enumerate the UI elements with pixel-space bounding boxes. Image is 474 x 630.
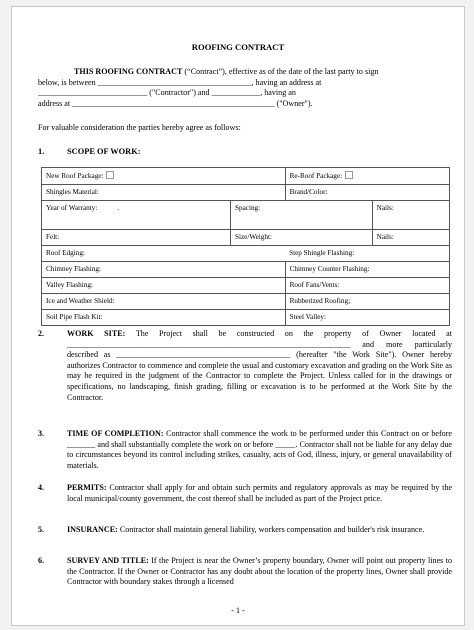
intro-line-4: address at __________________________________________________ ("Owner"). bbox=[38, 98, 313, 108]
valley-flashing-field[interactable]: Valley Flashing: bbox=[42, 278, 286, 294]
chimney-counter-field[interactable]: Chimney Counter Flashing: bbox=[285, 262, 449, 278]
section-2-heading: WORK SITE: bbox=[67, 329, 126, 338]
table-row bbox=[42, 310, 450, 326]
year-warranty-field[interactable] bbox=[42, 201, 231, 230]
re-roof-checkbox[interactable] bbox=[345, 171, 353, 179]
scope-heading bbox=[38, 147, 141, 158]
section-3-number: 3. bbox=[38, 429, 45, 438]
table-row bbox=[42, 185, 450, 201]
brand-color-field[interactable]: Brand/Color: bbox=[285, 185, 449, 201]
table-row bbox=[42, 262, 450, 278]
shingles-material-field[interactable]: Shingles Material: bbox=[42, 185, 286, 201]
ice-weather-field[interactable]: Ice and Weather Shield: bbox=[42, 294, 286, 310]
scope-table bbox=[41, 167, 450, 326]
rubberized-field[interactable]: Rubberized Roofing; bbox=[285, 294, 449, 310]
section-2-text: The Project shall be constructed on the property of Owner located at ______________________________________________________________________ and more particularly described as ___________________________________________ (hereafter "the Work Site"). Owner hereby authorizes Contractor to commence and complete the usual and customary excavation and grading on the Work Site as may be required in the judgment of the Contractor to complete the Project. Unless called for in the drawings or specifications, no landscaping, finish grading, filling or excavation is to be performed at the Work Site by the Contractor. bbox=[67, 329, 452, 402]
table-row bbox=[42, 230, 450, 246]
section-5-heading: INSURANCE: bbox=[67, 525, 118, 534]
intro-line-1-rest: (“Contract”), effective as of the date of the last party to sign bbox=[182, 67, 379, 76]
section-4-permits bbox=[67, 483, 452, 504]
chimney-flashing-field[interactable]: Chimney Flashing: bbox=[42, 262, 286, 278]
section-6-survey bbox=[67, 556, 452, 588]
intro-paragraph bbox=[38, 67, 452, 109]
new-roof-checkbox[interactable] bbox=[106, 171, 114, 179]
intro-line-2: below, is between ______________________________________, having an address at bbox=[38, 77, 322, 87]
step-shingle-field[interactable]: Step Shingle Flashing: bbox=[285, 246, 449, 262]
section-2-number: 2. bbox=[38, 329, 45, 338]
table-row bbox=[42, 246, 450, 262]
felt-field[interactable]: Felt: bbox=[42, 230, 231, 246]
table-row bbox=[42, 278, 450, 294]
spacing-field[interactable]: Spacing: bbox=[231, 201, 373, 230]
steel-valley-field[interactable]: Steel Valley: bbox=[285, 310, 449, 326]
new-roof-label: New Roof Package: bbox=[46, 172, 104, 180]
new-roof-cell bbox=[42, 168, 286, 185]
intro-line-1 bbox=[38, 67, 452, 78]
soil-pipe-field[interactable]: Soil Pipe Flash Kit: bbox=[42, 310, 286, 326]
warranty-mark: . bbox=[117, 204, 120, 212]
document-page bbox=[11, 6, 465, 626]
page-number: - 1 - bbox=[231, 606, 245, 615]
intro-line-3: ___________________________ ("Contractor") and ____________, having an bbox=[38, 88, 296, 98]
scope-number: 1. bbox=[38, 147, 45, 156]
section-2-work-site bbox=[67, 329, 452, 403]
section-4-text: Contractor shall apply for and obtain such permits and regulatory approvals as may be required by the local municipal/county government, the cost thereof shall be included as part of the Project price. bbox=[67, 483, 452, 503]
consideration-text: For valuable consideration the parties hereby agree as follows: bbox=[38, 123, 241, 132]
section-5-text: Contractor shall maintain general liability, workers compensation and builder's risk insurance. bbox=[117, 525, 425, 534]
section-3-heading: TIME OF COMPLETION: bbox=[67, 429, 164, 438]
section-6-heading: SURVEY AND TITLE: bbox=[67, 556, 149, 565]
table-row bbox=[42, 201, 450, 230]
re-roof-label: Re-Roof Package: bbox=[289, 172, 343, 180]
nails-field-2[interactable]: Nails: bbox=[372, 230, 449, 246]
section-3-time bbox=[67, 429, 452, 471]
section-6-text: If the Project is near the Owner’s property boundary, Owner will point out property lines to the Contractor. If the Owner or Contractor has any doubt about the location of the property lines, Owner shall provide Contractor with boundary stakes through a licensed bbox=[67, 556, 452, 587]
roof-edging-field[interactable]: Roof Edging: bbox=[42, 246, 286, 262]
intro-contract-name: THIS ROOFING CONTRACT bbox=[74, 67, 183, 76]
section-5-number: 5. bbox=[38, 525, 45, 534]
re-roof-cell bbox=[285, 168, 449, 185]
section-6-number: 6. bbox=[38, 556, 45, 565]
section-3-text: Contractor shall commence the work to be performed under this Contract on or before _______ and shall substantially complete the work on or before _____. Contractor shall not be liable for any delay due to circumstances beyond its control including strikes, casualty, acts of God, illness, injury, or general unavailability of materials. bbox=[67, 429, 452, 470]
nails-field-1[interactable]: Nails: bbox=[372, 201, 449, 230]
roof-fans-field[interactable]: Roof Fans/Vents: bbox=[285, 278, 449, 294]
document-title: ROOFING CONTRACT bbox=[191, 42, 285, 52]
size-weight-field[interactable]: Size/Weight: bbox=[231, 230, 373, 246]
section-4-number: 4. bbox=[38, 483, 45, 492]
scope-title: SCOPE OF WORK: bbox=[67, 147, 141, 156]
section-4-heading: PERMITS: bbox=[67, 483, 107, 492]
table-row bbox=[42, 168, 450, 185]
section-5-insurance bbox=[67, 525, 452, 536]
table-row bbox=[42, 294, 450, 310]
year-warranty-label: Year of Warranty: bbox=[46, 204, 98, 212]
